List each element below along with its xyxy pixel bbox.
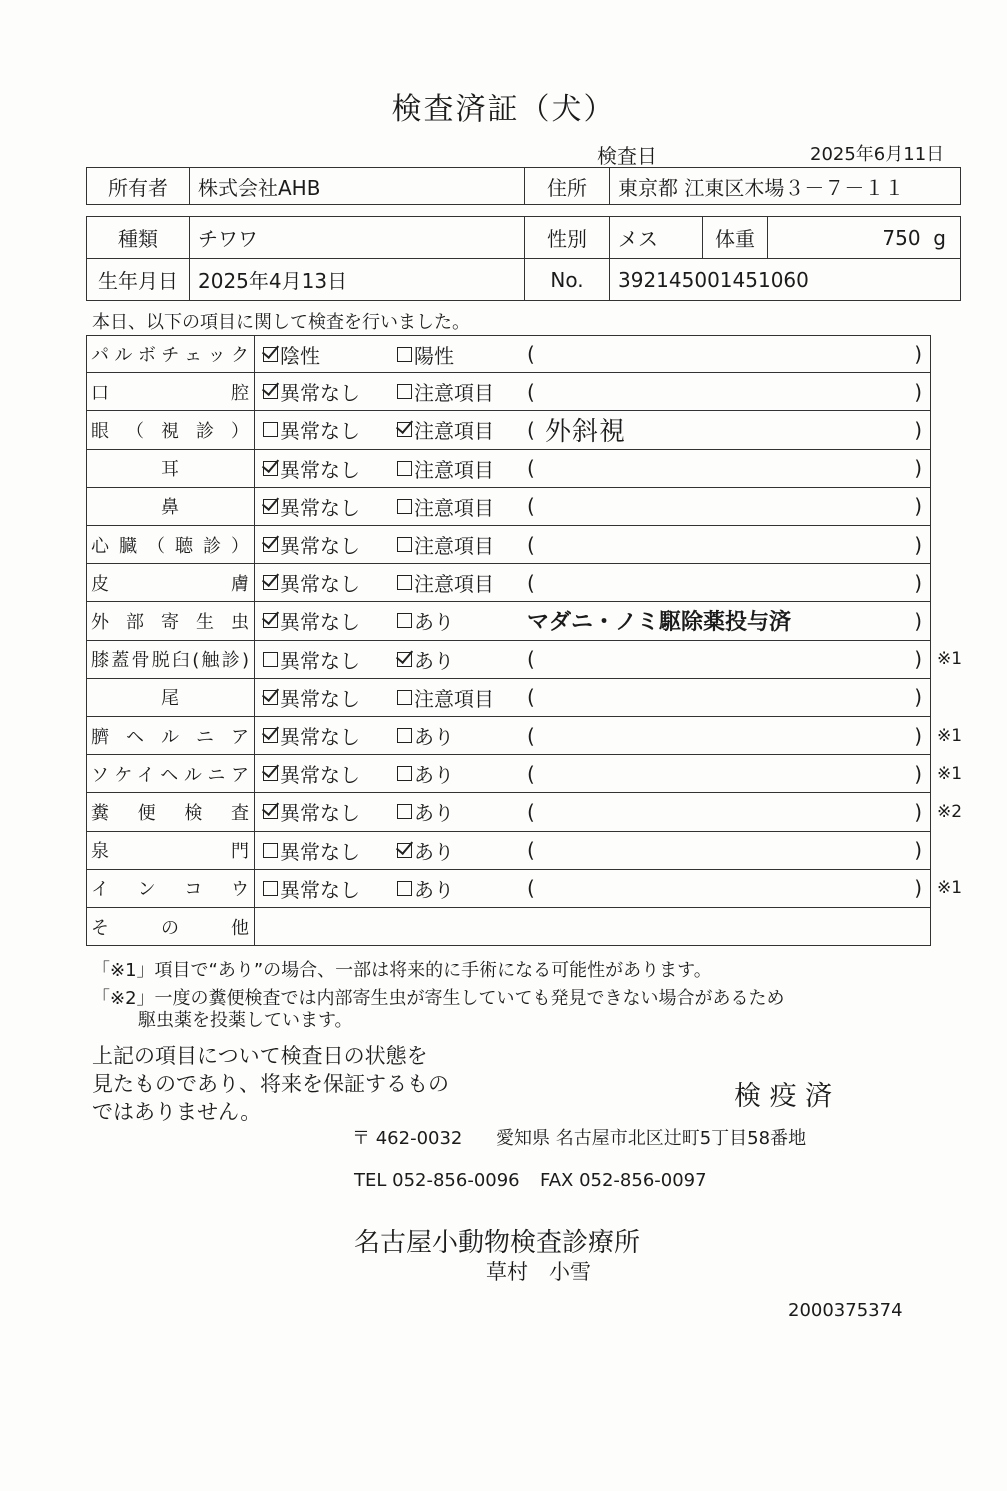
row-option-opt1[interactable] [263,870,360,907]
open-paren: ( [527,456,535,481]
row-item-name-text: インコウ [91,879,250,901]
number-value: 392145001451060 [610,259,961,301]
option-label: 異常なし [280,725,360,750]
row-option-opt2[interactable] [397,602,454,639]
inspection-row [86,717,963,755]
row-item-name [87,488,255,525]
row-option-opt2[interactable] [397,870,454,907]
checkbox-icon[interactable] [263,881,278,896]
other-label-text: その他 [91,917,250,939]
row-item-name-text: 皮膚 [91,573,250,595]
inspection-row [86,450,931,488]
option-label: あり [414,877,454,902]
weight-label: 体重 [703,217,768,259]
option-label: あり [414,763,454,788]
option-label: 異常なし [280,801,360,826]
option-label: 異常なし [280,419,360,444]
weight-unit: g [933,225,946,250]
open-paren: ( [527,761,535,786]
row-option-opt2[interactable] [397,450,494,487]
open-paren: ( [527,532,535,557]
pet-info-table [86,216,961,301]
row-item-name-text: パルボチェック [91,345,250,367]
inspection-row [86,602,931,640]
close-paren: ) [914,608,922,633]
row-item-name-text: 口腔 [91,382,250,404]
row-option-opt2[interactable] [397,411,494,448]
row-option-opt2[interactable] [397,336,454,372]
row-option-opt2[interactable] [397,793,454,830]
close-paren: ) [914,838,922,863]
checkbox-icon[interactable] [263,843,278,858]
address-value: 東京都 江東区木場３－７－１１ [610,168,961,205]
row-option-opt2[interactable] [397,717,454,754]
address-label: 住所 [525,168,610,205]
option-label: 異常なし [280,763,360,788]
checkbox-icon[interactable] [397,537,412,552]
close-paren: ) [914,799,922,824]
row-item-name-text: 泉門 [91,841,250,863]
row-item-name-text: 外部寄生虫 [91,611,250,633]
checkbox-icon[interactable] [397,881,412,896]
row-item-name-text: 鼻 [161,497,180,519]
option-label: 陰性 [280,343,320,368]
option-label: 注意項目 [414,457,494,482]
checkbox-icon[interactable] [263,347,278,362]
checkbox-icon[interactable] [397,347,412,362]
inspection-row [86,564,931,602]
footnote-mark: ※1 [937,878,963,899]
row-item-name [87,336,255,372]
inspection-row [86,526,931,564]
option-label: 注意項目 [414,419,494,444]
row-item-name-text: 心臓（聴診） [91,535,250,557]
row-item-name-text: 尾 [161,688,180,710]
row-option-opt1[interactable] [263,411,360,448]
row-item-name [87,755,255,792]
inspection-row [86,793,963,831]
open-paren: ( [527,494,535,519]
sex-value: メス [610,217,703,259]
open-paren: ( [527,647,535,672]
row-item-name [87,641,255,678]
row-item-name-text: ソケイヘルニア [91,764,250,786]
footnote-1: 「※1」項目で“あり”の場合、一部は将来的に手術になる可能性があります。 [92,960,712,981]
checkbox-icon[interactable] [263,766,278,781]
clinic-name: 名古屋小動物検査診療所 [354,1228,641,1258]
row-option-opt2[interactable] [397,679,494,716]
checkbox-icon[interactable] [263,575,278,590]
quarantine-stamp: 検 疫 済 [734,1081,833,1112]
row-item-name [87,717,255,754]
row-item-name [87,526,255,563]
inspection-grid [86,335,963,946]
close-paren: ) [914,532,922,557]
checkbox-icon[interactable] [263,613,278,628]
option-label: 異常なし [280,839,360,864]
row-option-opt1[interactable] [263,564,360,601]
option-label: あり [414,610,454,635]
row-item-name [87,564,255,601]
row-item-name [87,602,255,639]
checkbox-icon[interactable] [397,728,412,743]
checkbox-icon[interactable] [263,804,278,819]
close-paren: ) [914,876,922,901]
checkbox-icon[interactable] [263,499,278,514]
close-paren: ) [914,342,922,367]
clinic-fax: FAX 052-856-0097 [540,1170,707,1191]
row-item-name-text: 膝蓋骨脱臼(触診) [91,650,250,672]
breed-label: 種類 [87,217,190,259]
owner-value: 株式会社AHB [190,168,525,205]
row-option-opt1[interactable] [263,373,360,410]
option-label: あり [414,839,454,864]
row-option-opt2[interactable] [397,373,494,410]
row-option-opt1[interactable] [263,679,360,716]
option-label: 異常なし [280,610,360,635]
checkbox-icon[interactable] [263,537,278,552]
inspection-row [86,335,931,373]
inspection-row [86,832,931,870]
footnote-2-line-1: 「※2」一度の糞便検査では内部寄生虫が寄生していても発見できない場合があるため [92,988,785,1009]
disclaimer-line-1: 上記の項目について検査日の状態を [92,1044,428,1068]
checkbox-icon[interactable] [397,499,412,514]
close-paren: ) [914,723,922,748]
inspection-row [86,641,963,679]
option-label: 注意項目 [414,686,494,711]
option-label: 注意項目 [414,495,494,520]
clinic-tel: TEL 052-856-0096 [354,1170,520,1191]
checkbox-icon[interactable] [263,461,278,476]
row-option-opt1[interactable] [263,793,360,830]
row-option-opt1[interactable] [263,717,360,754]
birth-label: 生年月日 [87,259,190,301]
option-label: 異常なし [280,381,360,406]
row-option-opt1[interactable] [263,641,360,678]
open-paren: ( [527,723,535,748]
open-paren: ( [527,685,535,710]
inspection-row [86,679,931,717]
inspection-date: 2025年6月11日 [810,144,945,165]
checkbox-icon[interactable] [397,843,412,858]
checkbox-icon[interactable] [397,613,412,628]
footnote-mark: ※1 [937,649,963,670]
open-paren: ( [527,570,535,595]
close-paren: ) [914,456,922,481]
option-label: 異常なし [280,686,360,711]
row-option-opt1[interactable] [263,526,360,563]
inspection-row [86,488,931,526]
row-item-name [87,373,255,410]
clinic-address: 愛知県 名古屋市北区辻町5丁目58番地 [496,1128,807,1149]
checkbox-icon[interactable] [397,690,412,705]
option-label: 注意項目 [414,381,494,406]
checkbox-icon[interactable] [397,384,412,399]
row-option-opt2[interactable] [397,755,454,792]
inspection-row [86,755,963,793]
weight-value: 750 [882,225,921,250]
sex-label: 性別 [525,217,610,259]
row-option-opt2[interactable] [397,564,494,601]
row-item-name [87,679,255,716]
option-label: あり [414,725,454,750]
checkbox-icon[interactable] [397,461,412,476]
option-label: 異常なし [280,648,360,673]
row-option-opt1[interactable] [263,755,360,792]
postal-code: 〒 462-0032 [352,1128,463,1149]
open-paren: ( [527,799,535,824]
close-paren: ) [914,494,922,519]
breed-value: チワワ [190,217,525,259]
row-option-opt2[interactable] [397,832,454,869]
inspection-date-label: 検査日 [597,144,657,168]
option-label: 異常なし [280,495,360,520]
close-paren: ) [914,570,922,595]
row-item-name-text: 耳 [161,459,180,481]
checkbox-icon[interactable] [397,766,412,781]
checkbox-icon[interactable] [397,575,412,590]
birth-value: 2025年4月13日 [190,259,525,301]
row-item-name [87,870,255,907]
row-option-opt2[interactable] [397,641,454,678]
row-option-opt1[interactable] [263,832,360,869]
vet-name: 草村 小雪 [486,1260,591,1284]
option-label: 異常なし [280,877,360,902]
footnote-mark: ※1 [937,763,963,784]
page-title: 検査済証（犬） [391,92,616,127]
option-label: あり [414,801,454,826]
close-paren: ) [914,417,922,442]
row-item-name-text: 眼（視診） [91,420,250,442]
close-paren: ) [914,761,922,786]
checkbox-icon[interactable] [397,422,412,437]
footnote-mark: ※1 [937,725,963,746]
row-item-name-text: 糞便検査 [91,802,250,824]
other-row [86,908,931,946]
row-note: マダニ・ノミ駆除薬投与済 [527,610,792,636]
number-label: No. [525,259,610,301]
owner-label: 所有者 [87,168,190,205]
row-item-name [87,450,255,487]
option-label: 異常なし [280,534,360,559]
footnote-2-line-2: 駆虫薬を投薬しています。 [138,1010,353,1031]
row-option-opt2[interactable] [397,488,494,525]
intro-text: 本日、以下の項目に関して検査を行いました。 [92,312,470,333]
checkbox-icon[interactable] [397,804,412,819]
row-note: 外斜視 [545,417,627,448]
row-option-opt1[interactable] [263,450,360,487]
open-paren: ( [527,342,535,367]
row-item-name-text: 臍ヘルニア [91,726,250,748]
row-option-opt1[interactable] [263,602,360,639]
row-item-name [87,832,255,869]
option-label: 注意項目 [414,534,494,559]
close-paren: ) [914,379,922,404]
close-paren: ) [914,647,922,672]
row-option-opt1[interactable] [263,488,360,525]
footnote-mark: ※2 [937,801,963,822]
option-label: 陽性 [414,343,454,368]
option-label: 異常なし [280,572,360,597]
disclaimer-line-2: 見たものであり、将来を保証するもの [92,1072,449,1096]
option-label: あり [414,648,454,673]
checkbox-icon[interactable] [263,690,278,705]
checkbox-icon[interactable] [263,652,278,667]
open-paren: ( [527,417,535,442]
weight-cell [768,217,961,259]
option-label: 注意項目 [414,572,494,597]
disclaimer-line-3: ではありません。 [92,1100,262,1124]
option-label: 異常なし [280,457,360,482]
checkbox-icon[interactable] [397,652,412,667]
other-label [87,908,255,945]
row-option-opt1[interactable] [263,336,320,372]
open-paren: ( [527,838,535,863]
inspection-row [86,373,931,411]
row-item-name [87,411,255,448]
row-item-name [87,793,255,830]
row-option-opt2[interactable] [397,526,494,563]
inspection-row [86,411,931,449]
close-paren: ) [914,685,922,710]
checkbox-icon[interactable] [263,728,278,743]
document-id: 2000375374 [788,1300,903,1321]
inspection-row [86,870,963,908]
open-paren: ( [527,379,535,404]
owner-table [86,167,961,205]
checkbox-icon[interactable] [263,384,278,399]
checkbox-icon[interactable] [263,422,278,437]
open-paren: ( [527,876,535,901]
